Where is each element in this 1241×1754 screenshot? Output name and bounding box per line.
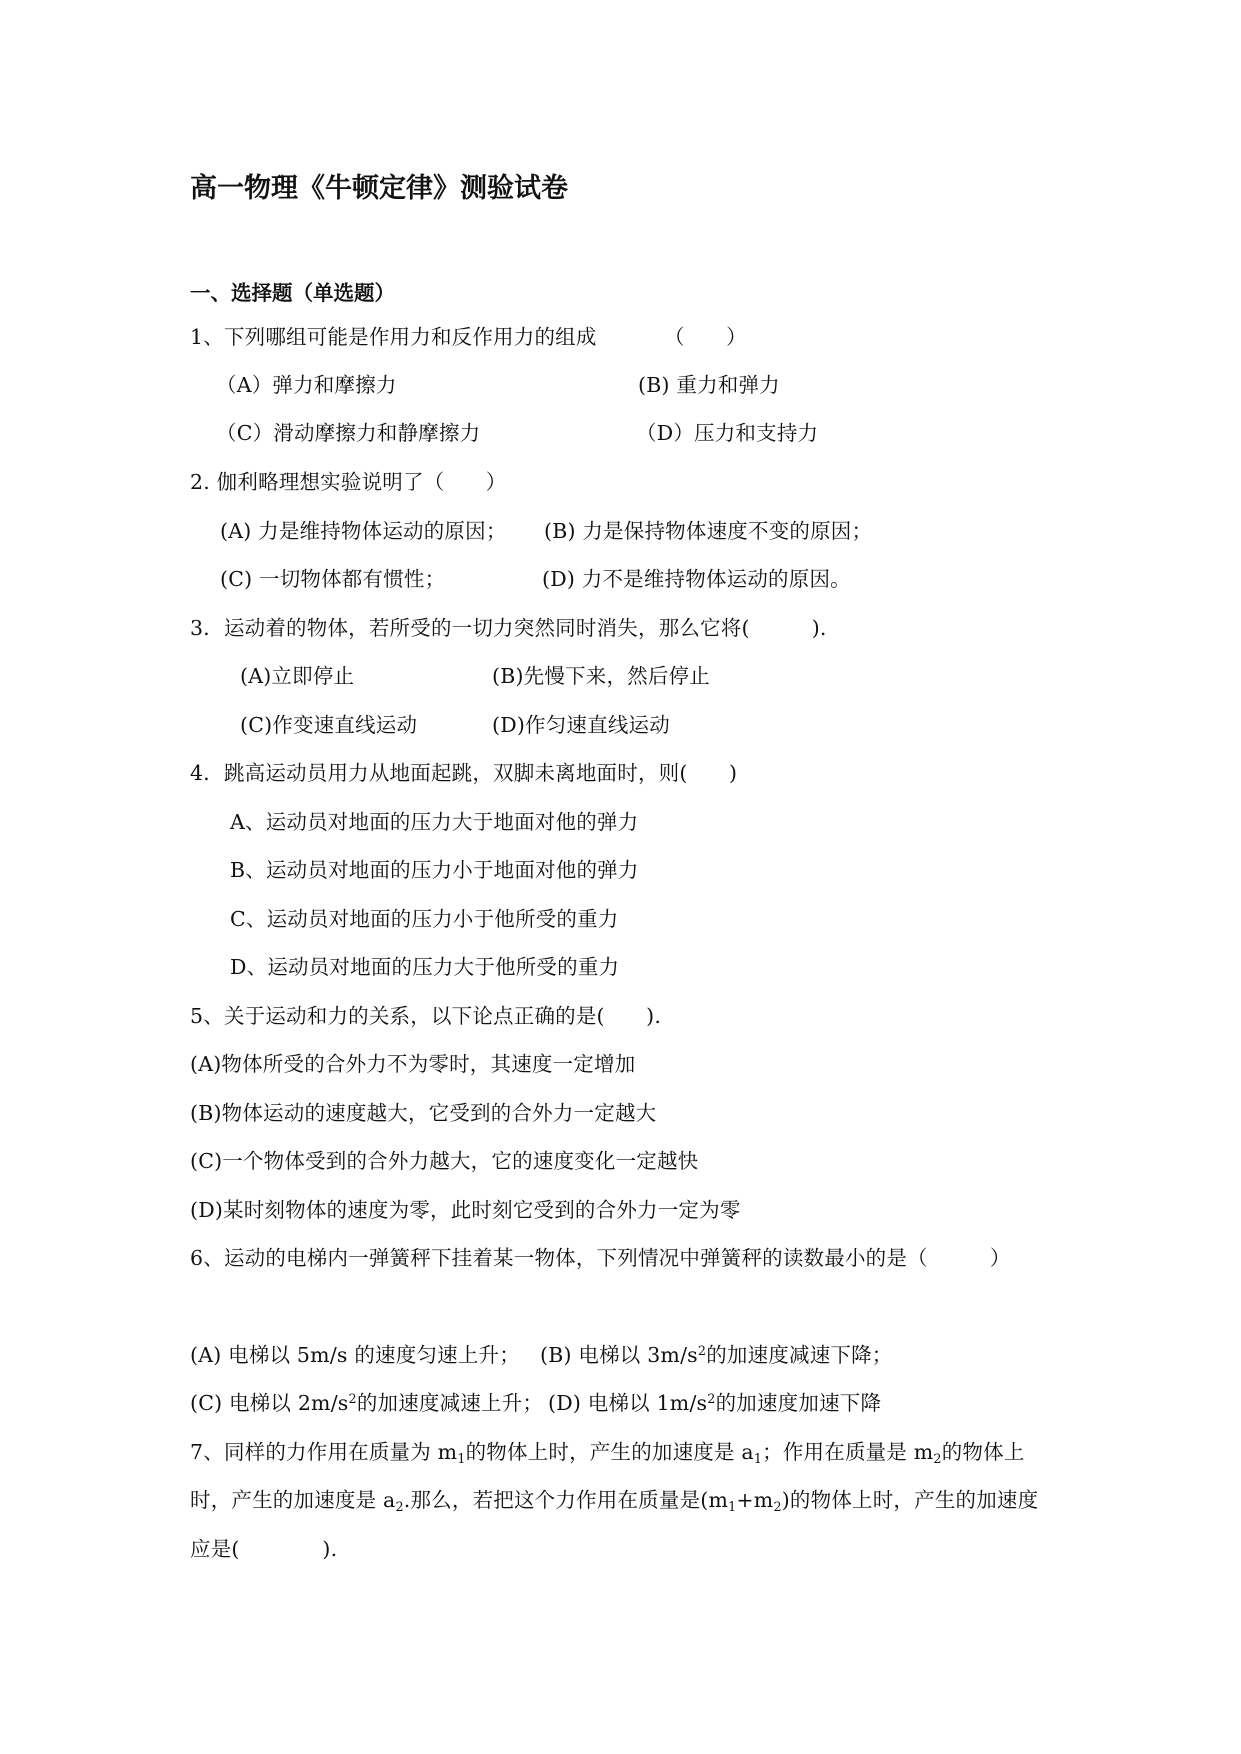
question-3-option-c: (C)作变速直线运动 xyxy=(240,713,418,737)
question-2-option-d: (D) 力不是维持物体运动的原因。 xyxy=(542,567,851,591)
question-1-option-a: （A）弹力和摩擦力 xyxy=(216,373,397,397)
question-1-stem: 1、下列哪组可能是作用力和反作用力的组成 xyxy=(190,325,597,349)
question-1-option-d: （D）压力和支持力 xyxy=(636,421,819,445)
question-2-stem: 2. 伽利略理想实验说明了（ ） xyxy=(190,470,507,494)
question-2-option-c: (C) 一切物体都有惯性； xyxy=(220,567,446,591)
question-3-stem: 3．运动着的物体，若所受的一切力突然同时消失，那么它将( ). xyxy=(190,616,827,640)
question-5-stem: 5、关于运动和力的关系，以下论点正确的是( ). xyxy=(190,1004,662,1028)
question-5-option-a: (A)物体所受的合外力不为零时，其速度一定增加 xyxy=(190,1052,636,1076)
question-4-option-d: D、运动员对地面的压力大于他所受的重力 xyxy=(230,955,620,979)
question-3-option-d: (D)作匀速直线运动 xyxy=(492,713,670,737)
question-7-line-3: 应是( ). xyxy=(190,1537,338,1561)
section-heading: 一、选择题（单选题） xyxy=(190,281,395,305)
question-6-stem: 6、运动的电梯内一弹簧秤下挂着某一物体，下列情况中弹簧秤的读数最小的是（ ） xyxy=(190,1246,1011,1270)
question-2-option-a: (A) 力是维持物体运动的原因； xyxy=(220,519,507,543)
question-4-option-b: B、运动员对地面的压力小于地面对他的弹力 xyxy=(230,858,639,882)
question-6-option-a: (A) 电梯以 5m/s 的速度匀速上升； xyxy=(190,1343,520,1367)
question-1-option-c: （C）滑动摩擦力和静摩擦力 xyxy=(216,421,481,445)
question-6-option-c: (C) 电梯以 $2m/s^2$的加速度减速上升； xyxy=(190,1391,544,1415)
question-5-option-d: (D)某时刻物体的速度为零，此时刻它受到的合外力一定为零 xyxy=(190,1198,741,1222)
page-title: 高一物理《牛顿定律》测验试卷 xyxy=(190,173,568,204)
question-5-option-c: (C)一个物体受到的合外力越大，它的速度变化一定越快 xyxy=(190,1149,699,1173)
question-2-option-b: (B) 力是保持物体速度不变的原因； xyxy=(544,519,873,543)
question-1-blank: （ ） xyxy=(664,325,747,349)
question-3-option-a: (A)立即停止 xyxy=(240,664,355,688)
question-4-stem: 4．跳高运动员用力从地面起跳，双脚未离地面时，则( ) xyxy=(190,761,738,785)
question-6-option-b: (B) 电梯以 $3m/s^2$的加速度减速下降； xyxy=(540,1343,893,1367)
question-4-option-a: A、运动员对地面的压力大于地面对他的弹力 xyxy=(230,810,639,834)
question-1-option-b: (B) 重力和弹力 xyxy=(638,373,780,397)
question-4-option-c: C、运动员对地面的压力小于他所受的重力 xyxy=(230,907,619,931)
question-5-option-b: (B)物体运动的速度越大，它受到的合外力一定越大 xyxy=(190,1101,657,1125)
question-7-line-2: 时，产生的加速度是 $a_2$.那么，若把这个力作用在质量是$(m_1+m_2)$的物体上时，产生的加速度 xyxy=(190,1488,1039,1514)
question-7-line-1: 7、同样的力作用在质量为 $m_1$的物体上时，产生的加速度是 $a_1$；作用在质量是 $m_2$的物体上 xyxy=(190,1440,1025,1466)
question-6-option-d: (D) 电梯以 $1m/s^2$的加速度加速下降 xyxy=(548,1391,882,1415)
question-3-option-b: (B)先慢下来，然后停止 xyxy=(492,664,710,688)
